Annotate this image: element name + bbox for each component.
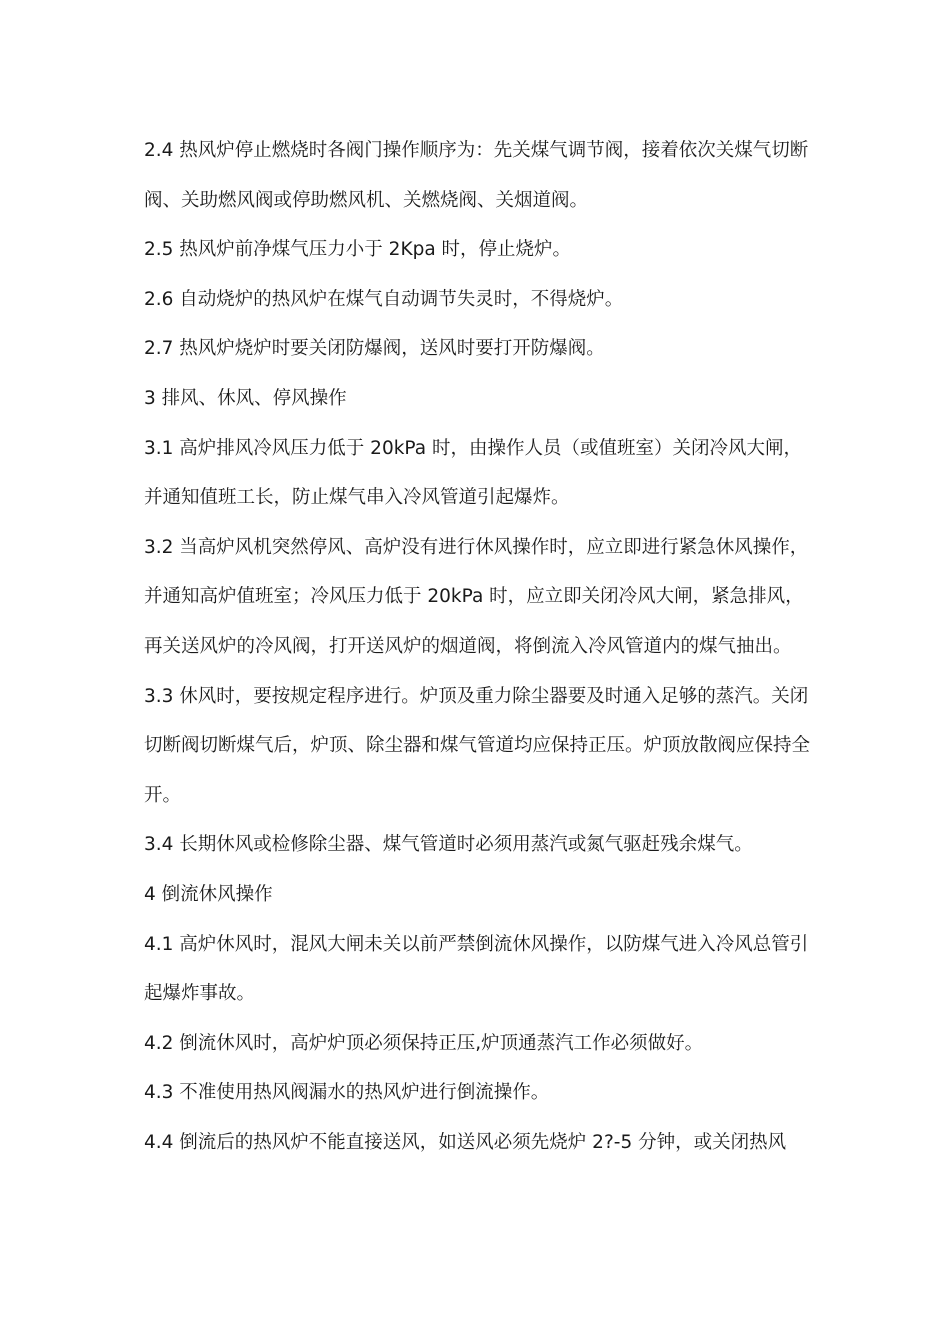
document-body: [144, 126, 814, 1167]
paragraph-2-7: 2.7 热风炉烧炉时要关闭防爆阀，送风时要打开防爆阀。: [144, 338, 605, 360]
paragraph-4-3: 4.3 不准使用热风阀漏水的热风炉进行倒流操作。: [144, 1082, 550, 1104]
paragraph-3-3: 3.3 休风时，要按规定程序进行。炉顶及重力除尘器要及时通入足够的蒸汽。关闭切断阀切断煤气后，炉顶、除尘器和煤气管道均应保持正压。炉顶放散阀应保持全开。: [144, 685, 811, 806]
paragraph-4-1: 4.1 高炉休风时，混风大闸未关以前严禁倒流休风操作，以防煤气进入冷风总管引起爆炸事故。: [144, 933, 809, 1005]
paragraph-2-6: 2.6 自动烧炉的热风炉在煤气自动调节失灵时，不得烧炉。: [144, 288, 624, 310]
section-heading-3: 3 排风、休风、停风操作: [144, 387, 347, 409]
paragraph-4-4: 4.4 倒流后的热风炉不能直接送风，如送风必须先烧炉 2?-5 分钟，或关闭热风: [144, 1131, 787, 1153]
section-heading-4: 4 倒流休风操作: [144, 883, 273, 905]
paragraph-3-4: 3.4 长期休风或检修除尘器、煤气管道时必须用蒸汽或氮气驱赶残余煤气。: [144, 834, 753, 856]
paragraph-3-2: 3.2 当高炉风机突然停风、高炉没有进行休风操作时，应立即进行紧急休风操作，并通知高炉值班室；冷风压力低于 20kPa 时，应立即关闭冷风大闸，紧急排风，再关送风炉的冷风阀，打开送风炉的烟道阀，将倒流入冷风管道内的煤气抽出。: [144, 536, 809, 657]
paragraph-2-5: 2.5 热风炉前净煤气压力小于 2Kpa 时，停止烧炉。: [144, 239, 572, 261]
paragraph-2-4: 2.4 热风炉停止燃烧时各阀门操作顺序为：先关煤气调节阀，接着依次关煤气切断阀、关助燃风阀或停助燃风机、关燃烧阀、关烟道阀。: [144, 140, 809, 211]
paragraph-3-1: 3.1 高炉排风冷风压力低于 20kPa 时，由操作人员（或值班室）关闭冷风大闸，并通知值班工长，防止煤气串入冷风管道引起爆炸。: [144, 437, 802, 509]
paragraph-4-2: 4.2 倒流休风时，高炉炉顶必须保持正压,炉顶通蒸汽工作必须做好。: [144, 1032, 704, 1054]
